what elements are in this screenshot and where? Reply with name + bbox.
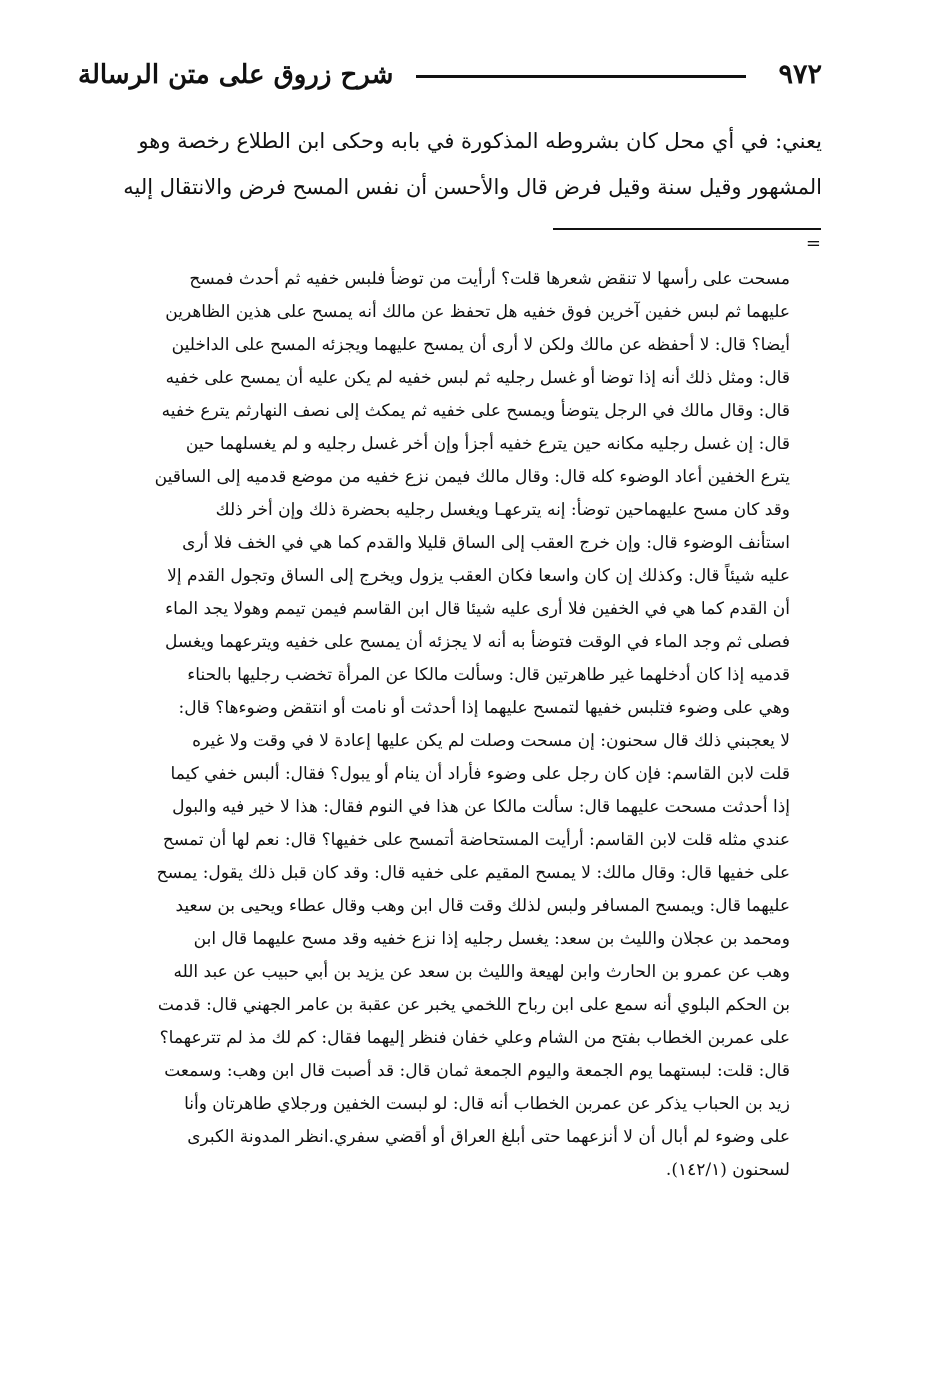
footnote-line: ومحمد بن عجلان والليث بن سعد: يغسل رجليه إذا نزع خفيه وقد مسح عليهما قال ابن: [193, 929, 790, 949]
footnote: [90, 263, 790, 1187]
footnote-line: قال: إن غسل رجليه مكانه حين يترع خفيه أجزأ وإن أخر غسل رجليه و لم يغسلهما حين: [185, 434, 790, 454]
footnote-line: عليه شيئاً قال: وكذلك إن كان واسعا فكان العقب يزول ويخرج إلى الساق وتجول القدم إلا: [167, 566, 790, 586]
footnote-line: بن الحكم البلوي أنه سمع على ابن رباح اللخمي يخبر عن عقبة بن عامر الجهني قال: قدمت: [157, 995, 790, 1015]
footnote-line: لسحنون (١٤٢/١).: [665, 1160, 790, 1180]
footnote-line: قلت لابن القاسم: فإن كان رجل على وضوء فأراد أن ينام أو يبول؟ فقال: ألبس خفي كيما: [170, 764, 790, 784]
footnote-line: على عمربن الخطاب بفتح من الشام وعلي خفان فنظر إليهما فقال: كم لك مذ لم تترعهما؟: [159, 1028, 790, 1048]
footnote-line: عندي مثله قلت لابن القاسم: أرأيت المستحاضة أتمسح على خفيها؟ قال: نعم لها أن تمسح: [162, 830, 790, 850]
footnote-line: قال: وقال مالك في الرجل يتوضأ ويمسح على خفيه ثم يمكث إلى نصف النهارثم يترع خفيه: [161, 401, 790, 421]
page-number: ٩٧٢: [778, 59, 822, 90]
running-title: شرح زروق على متن الرسالة: [78, 60, 394, 90]
footnote-line: قدميه إذا كان أدخلهما غير طاهرتين قال: وسألت مالكا عن المرأة تخضب رجليها بالحناء: [187, 665, 790, 685]
footnote-line: عليهما قال: ويمسح المسافر ولبس لذلك وقت قال ابن وهب وقال عطاء ويحيى بن سعيد: [175, 896, 790, 916]
footnote-line: إذا أحدثت مسحت عليهما قال: سألت مالكا عن هذا في النوم فقال: هذا لا خير فيه والبول: [172, 797, 790, 817]
footnote-line: على خفيها قال: وقال مالك: لا يمسح المقيم على خفيه قال: وقد كان قبل ذلك يقول: يمسح: [156, 863, 790, 883]
page-header: [78, 48, 822, 102]
footnote-line: مسحت على رأسها لا تنقض شعرها قلت؟ أرأيت من توضأ فلبس خفيه ثم أحدث فمسح: [189, 269, 790, 289]
main-text: [78, 118, 822, 210]
footnote-line: عليهما ثم لبس خفين آخرين فوق خفيه هل تحفظ عن مالك أنه يمسح على هذين الظاهرين: [165, 302, 790, 322]
footnote-line: يترع الخفين أعاد الوضوء كله قال: وقال مالك فيمن نزع خفيه من موضع قدميه إلى الساقين: [154, 467, 790, 487]
footnote-separator: [553, 228, 821, 230]
footnote-continuation-marker: =: [805, 233, 821, 254]
footnote-line: وهي على وضوء فتلبس خفيها لتمسح عليهما إذا أحدثت أو نامت أو انتقض وضوءها؟ قال:: [178, 698, 790, 718]
footnote-line: قال: قلت: لبستهما يوم الجمعة واليوم الجمعة ثمان قال: قد أصبت قال ابن وهب: وسمعت: [164, 1061, 790, 1081]
header-rule: [416, 75, 746, 78]
footnote-line: قال: ومثل ذلك أنه إذا توضا أو غسل رجليه ثم لبس خفيه لم يكن عليه أن يمسح على خفيه: [165, 368, 790, 388]
footnote-line: على وضوء لم أبال أن لا أنزعهما حتى أبلغ العراق أو أقضي سفري.انظر المدونة الكبرى: [187, 1127, 790, 1147]
footnote-line: استأنف الوضوء قال: وإن خرج العقب إلى الساق قليلا والقدم كما هي في الخف فلا أرى: [182, 533, 790, 553]
footnote-line: لا يعجبني ذلك قال سحنون: إن مسحت وصلت لم يكن عليها إعادة لا في وقت ولا غيره: [192, 731, 790, 751]
footnote-line: وهب عن عمرو بن الحارث وابن لهيعة والليث بن سعد عن يزيد بن أبي حبيب عن عبد الله: [173, 962, 790, 982]
footnote-line: أيضا؟ قال: لا أحفظه عن مالك ولكن لا أرى أن يمسح عليهما ويجزئه المسح على الداخلين: [171, 335, 790, 355]
footnote-line: وقد كان مسح عليهماحين توضأ: إنه يترعهـا ويغسل رجليه بحضرة ذلك وإن أخر ذلك: [215, 500, 790, 520]
footnote-line: زيد بن الحباب يذكر عن عمربن الخطاب أنه قال: لو لبست الخفين ورجلاي طاهرتان وأنا: [184, 1094, 790, 1114]
main-text-line: يعني: في أي محل كان بشروطه المذكورة في بابه وحكى ابن الطلاع رخصة وهو: [138, 129, 822, 153]
footnote-line: فصلى ثم وجد الماء في الوقت فتوضأ به أنه لا يجزئه أن يمسح على خفيه ويترعهما ويغسل: [164, 632, 790, 652]
main-text-line: المشهور وقيل سنة وقيل فرض قال والأحسن أن نفس المسح فرض والانتقال إليه: [123, 175, 822, 199]
footnote-line: أن القدم كما هي في الخفين فلا أرى عليه شيئا قال ابن القاسم فيمن تيمم وهولا يجد الماء: [165, 599, 790, 619]
